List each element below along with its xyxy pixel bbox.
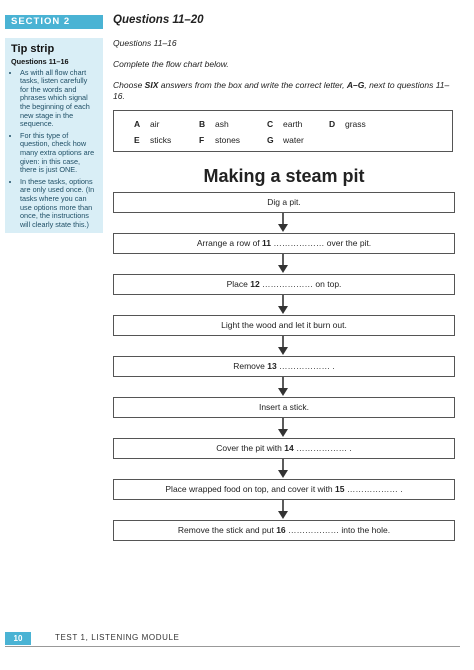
tip-list [11,69,97,230]
flow-step: Insert a stick. [113,397,455,418]
footer-text: TEST 1, LISTENING MODULE [55,633,180,642]
flow-chart-title: Making a steam pit [203,166,365,186]
tip-subtitle: Questions 11–16 [11,57,69,66]
section-label: SECTION 2 [5,15,103,29]
choose-mid: answers from the box and write the correct letter, [158,80,347,90]
down-arrow-icon [277,295,289,315]
flow-step: Dig a pit. [113,192,455,213]
choose-pre: Choose [113,80,145,90]
flow-step[interactable]: Arrange a row of 11 ……………… over the pit. [113,233,455,254]
flow-step[interactable]: Place 12 ……………… on top. [113,274,455,295]
questions-heading: Questions 11–20 [113,14,204,26]
down-arrow-icon [277,459,289,479]
option-d: D grass [329,119,366,129]
questions-subheading: Questions 11–16 [113,38,177,48]
flow-step[interactable]: Remove 13 ……………… . [113,356,455,377]
flow-step[interactable]: Cover the pit with 14 ……………… . [113,438,455,459]
flow-step: Light the wood and let it burn out. [113,315,455,336]
page-number: 10 [5,632,31,645]
option-e: E sticks [134,135,172,145]
flow-step[interactable]: Remove the stick and put 16 ……………… into the hole. [113,520,455,541]
option-b: B ash [199,119,229,129]
down-arrow-icon [277,213,289,233]
instruction: Complete the flow chart below. [113,59,229,69]
footer-divider [5,646,460,647]
choose-six: SIX [144,80,159,90]
down-arrow-icon [277,418,289,438]
tip-bullet: • In these tasks, options are only used once. (In tasks where you can use options more than once, the instructions will clearly state this.) [20,178,97,230]
down-arrow-icon [277,254,289,274]
option-g: G water [267,135,304,145]
down-arrow-icon [277,377,289,397]
choose-post: , next to questions 11–16. [113,80,450,101]
choose-instruction [113,80,453,102]
tip-title: Tip strip [11,43,55,55]
down-arrow-icon [277,500,289,520]
choose-letters: A–G [346,80,365,90]
option-c: C earth [267,119,303,129]
tip-bullet: • For this type of question, check how many extra options are given: in this case, there is just ONE. [20,132,97,175]
down-arrow-icon [277,336,289,356]
option-a: A air [134,119,160,129]
options-box [113,110,453,152]
tip-strip [5,38,103,233]
tip-bullet: • As with all flow chart tasks, listen carefully for the words and phrases which signal the beginning of each new stage in the sequence. [20,69,97,129]
option-f: F stones [199,135,241,145]
flow-step[interactable]: Place wrapped food on top, and cover it with 15 ……………… . [113,479,455,500]
